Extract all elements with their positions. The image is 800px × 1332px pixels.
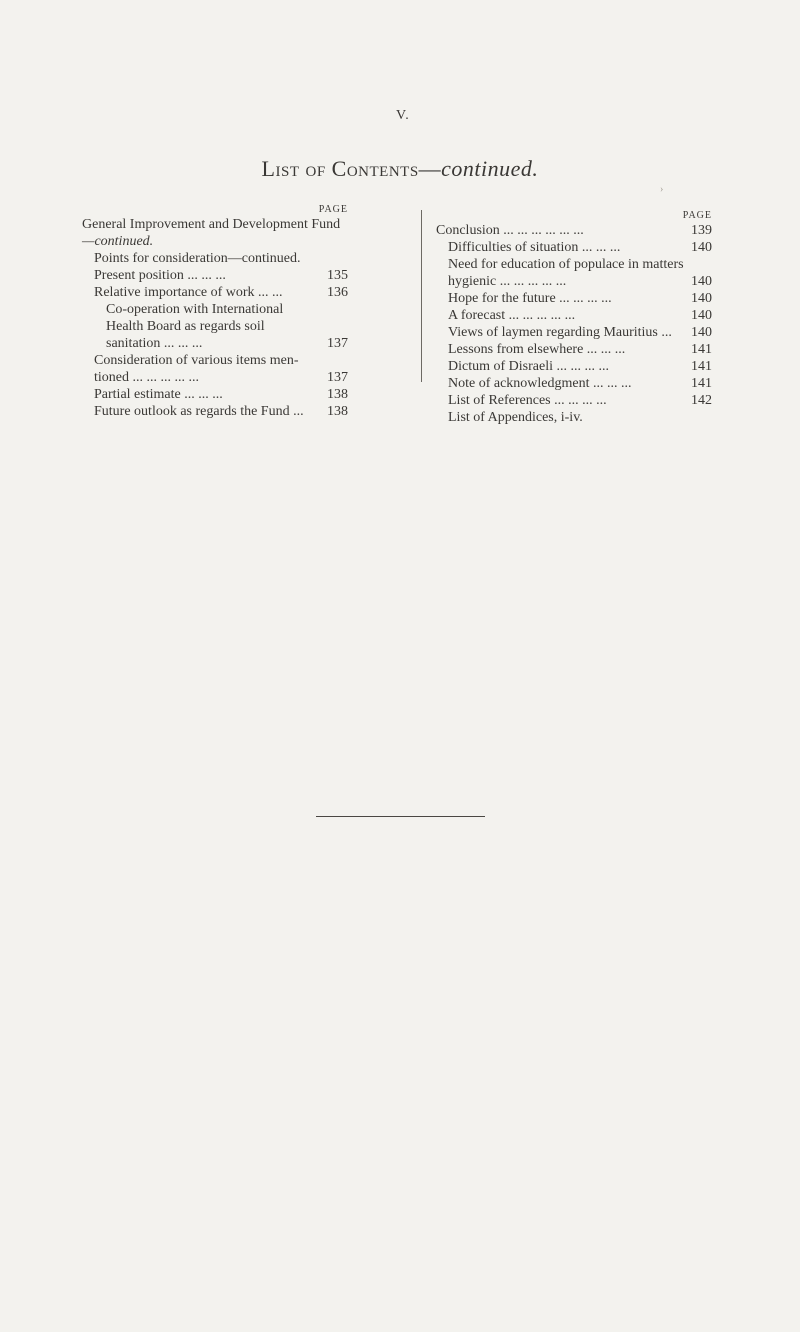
toc-entry-text: Need for education of populace in matters (448, 257, 684, 272)
left-entries (82, 216, 348, 420)
toc-entry (436, 375, 712, 392)
toc-entry-page: 135 (327, 268, 348, 283)
bottom-rule (316, 816, 485, 817)
toc-entry-page: 138 (327, 404, 348, 419)
toc-entry-page: 138 (327, 387, 348, 402)
toc-entry (82, 369, 348, 386)
toc-entry-text: tioned ... ... ... ... ... (94, 370, 199, 385)
toc-entry (436, 392, 712, 409)
toc-entry-text: Views of laymen regarding Mauritius ... (448, 325, 672, 340)
toc-entry-page: 141 (691, 342, 712, 357)
toc-entry-text: Dictum of Disraeli ... ... ... ... (448, 359, 609, 374)
stray-mark: › (660, 184, 664, 195)
right-page-header: PAGE (682, 210, 712, 221)
toc-entry-page: 140 (691, 291, 712, 306)
toc-entry (82, 250, 348, 267)
toc-entry (82, 335, 348, 352)
column-divider (421, 210, 422, 382)
toc-entry (436, 273, 712, 290)
toc-entry (82, 386, 348, 403)
toc-entry-text: Future outlook as regards the Fund ... (94, 404, 304, 419)
toc-entry (436, 341, 712, 358)
toc-entry-page: 140 (691, 240, 712, 255)
toc-entry-page: 140 (691, 325, 712, 340)
toc-entry (436, 324, 712, 341)
toc-entry (82, 301, 348, 318)
page-title (0, 156, 800, 182)
toc-entry (82, 352, 348, 369)
toc-entry (436, 307, 712, 324)
toc-entry-page: 137 (327, 336, 348, 351)
left-column (82, 204, 348, 420)
toc-entry (436, 358, 712, 375)
toc-entry-text: General Improvement and Development Fund (82, 217, 341, 232)
toc-entry (82, 284, 348, 301)
toc-entry (82, 403, 348, 420)
toc-entry-text: A forecast ... ... ... ... ... (448, 308, 576, 323)
toc-entry (436, 239, 712, 256)
toc-entry (436, 256, 712, 273)
toc-entry (82, 318, 348, 335)
toc-entry (436, 290, 712, 307)
right-entries (436, 222, 712, 426)
toc-entry (436, 222, 712, 239)
toc-entry-text: Partial estimate ... ... ... (94, 387, 223, 402)
toc-entry (82, 267, 348, 284)
toc-entry-page: 139 (691, 223, 712, 238)
title-separator: — (418, 156, 442, 181)
toc-entry-text: List of References ... ... ... ... (448, 393, 607, 408)
toc-entry-text: List of Appendices, i-iv. (448, 410, 583, 425)
toc-entry-page: 140 (691, 308, 712, 323)
title-main: List of Contents (261, 156, 419, 181)
toc-entry-page: 141 (691, 376, 712, 391)
toc-entry-text: Present position ... ... ... (94, 268, 226, 283)
toc-entry-page: 136 (327, 285, 348, 300)
toc-entry (82, 216, 348, 233)
toc-entry-text: Consideration of various items men- (94, 353, 299, 368)
toc-entry-page: 140 (691, 274, 712, 289)
toc-entry-text: Co-operation with International (106, 302, 284, 317)
toc-entry-text: Difficulties of situation ... ... ... (448, 240, 621, 255)
toc-entry-page: 137 (327, 370, 348, 385)
page-number: V. (396, 108, 410, 123)
toc-entry-text: hygienic ... ... ... ... ... (448, 274, 567, 289)
toc-entry (82, 233, 348, 250)
toc-entry-text: Hope for the future ... ... ... ... (448, 291, 612, 306)
toc-entry-text: Lessons from elsewhere ... ... ... (448, 342, 626, 357)
toc-entry-page: 142 (691, 393, 712, 408)
toc-entry-text: Conclusion ... ... ... ... ... ... (436, 223, 584, 238)
toc-entry-text: Note of acknowledgment ... ... ... (448, 376, 632, 391)
toc-entry (436, 409, 712, 426)
toc-entry-page: 141 (691, 359, 712, 374)
toc-entry-text: Relative importance of work ... ... (94, 285, 283, 300)
toc-entry-text: sanitation ... ... ... (106, 336, 203, 351)
right-column (436, 204, 712, 426)
toc-entry-text: —continued. (82, 234, 154, 249)
left-page-header: PAGE (318, 204, 348, 215)
toc-entry-text: Health Board as regards soil (106, 319, 265, 334)
toc-entry-text: Points for consideration—continued. (94, 251, 301, 266)
title-continued: continued. (441, 156, 539, 181)
